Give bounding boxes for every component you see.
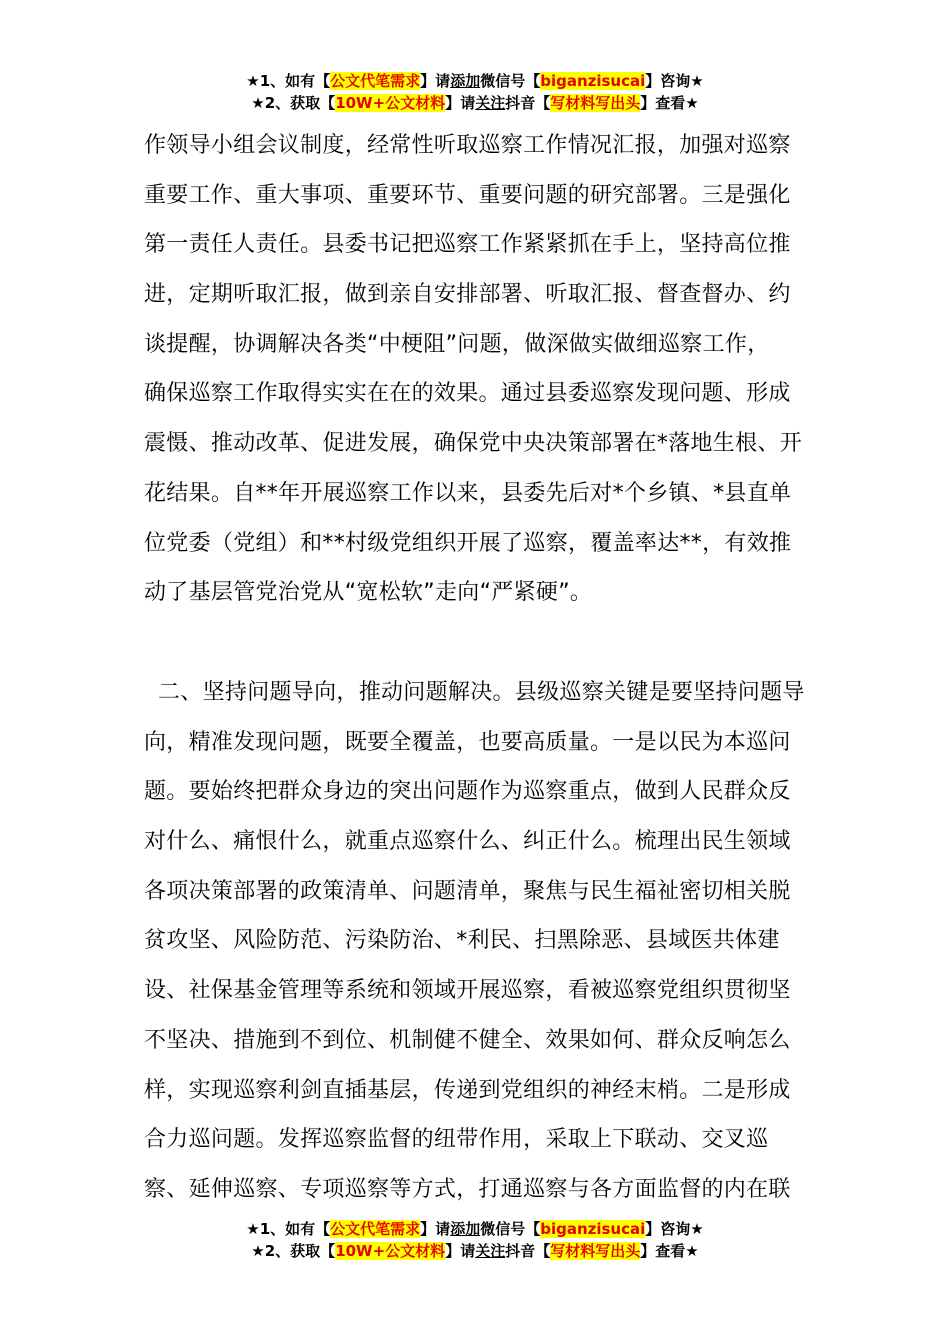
banner-text: 】咨询★ bbox=[645, 72, 704, 90]
banner-text: 抖音【 bbox=[505, 1242, 551, 1260]
footer-banner bbox=[0, 1218, 950, 1262]
text-line: 花结果。自**年开展巡察工作以来，县委先后对*个乡镇、*县直单 bbox=[144, 480, 792, 506]
banner-text: 】请 bbox=[420, 72, 451, 90]
paragraph-2 bbox=[144, 668, 812, 1215]
star-icon: ★ bbox=[251, 94, 265, 112]
text-line: 第一责任人责任。县委书记把巡察工作紧紧抓在手上，坚持高位推 bbox=[144, 232, 791, 258]
banner-text: 】请 bbox=[445, 94, 476, 112]
banner-text: 1、如有【 bbox=[259, 72, 331, 90]
text-line: 不坚决、措施到不到位、机制健不健全、效果如何、群众反响怎么 bbox=[144, 1027, 791, 1053]
text-line: 谈提醒，协调解决各类“中梗阻”问题，做深做实做细巡察工作， bbox=[144, 331, 770, 357]
text-line: 进，定期听取汇报，做到亲自安排部署、听取汇报、督查督办、约 bbox=[144, 282, 791, 308]
underlined-word: 关注 bbox=[475, 1242, 506, 1260]
star-icon: ★ bbox=[246, 72, 260, 90]
douyin-account-label: 写材料写出头 bbox=[550, 94, 641, 112]
text-line: 确保巡察工作取得实实在在的效果。通过县委巡察发现问题、形成 bbox=[144, 381, 791, 407]
highlight-label: 公文代笔需求 bbox=[330, 72, 421, 90]
text-line: 合力巡问题。发挥巡察监督的纽带作用，采取上下联动、交叉巡 bbox=[144, 1127, 769, 1153]
text-line: 察、延伸巡察、专项巡察等方式，打通巡察与各方面监督的内在联 bbox=[144, 1176, 791, 1202]
banner-text: 微信号【 bbox=[480, 72, 541, 90]
banner-text: 抖音【 bbox=[505, 94, 551, 112]
banner-line-2 bbox=[0, 92, 950, 114]
wechat-id-label: biganzisucai bbox=[540, 72, 646, 90]
section-heading-line: 二、坚持问题导向，推动问题解决。县级巡察关键是要坚持问题导 bbox=[158, 680, 805, 705]
underlined-word: 添加 bbox=[450, 72, 481, 90]
star-icon: ★ bbox=[246, 1220, 260, 1238]
banner-text: 】咨询★ bbox=[645, 1220, 704, 1238]
banner-line-1 bbox=[0, 1218, 950, 1240]
text-line: 贫攻坚、风险防范、污染防治、*利民、扫黑除恶、县域医共体建 bbox=[144, 928, 780, 954]
text-line: 向，精准发现问题，既要全覆盖，也要高质量。一是以民为本巡问 bbox=[144, 729, 791, 755]
text-line: 动了基层管党治党从“宽松软”走向“严紧硬”。 bbox=[144, 580, 593, 606]
banner-text: 微信号【 bbox=[480, 1220, 541, 1238]
text-line: 样，实现巡察利剑直插基层，传递到党组织的神经末梢。二是形成 bbox=[144, 1077, 791, 1103]
text-line: 各项决策部署的政策清单、问题清单，聚焦与民生福祉密切相关脱 bbox=[144, 878, 791, 904]
banner-text: 】查看★ bbox=[640, 94, 699, 112]
douyin-account-label: 写材料写出头 bbox=[550, 1242, 641, 1260]
banner-text: 】查看★ bbox=[640, 1242, 699, 1260]
paragraph-1 bbox=[144, 121, 812, 618]
star-icon: ★ bbox=[251, 1242, 265, 1260]
banner-text: 】请 bbox=[420, 1220, 451, 1238]
text-line: 位党委（党组）和**村级党组织开展了巡察，覆盖率达**，有效推 bbox=[144, 530, 792, 556]
underlined-word: 关注 bbox=[475, 94, 506, 112]
banner-line-1 bbox=[0, 70, 950, 92]
text-line: 题。要始终把群众身边的突出问题作为巡察重点，做到人民群众反 bbox=[144, 779, 791, 805]
text-line: 作领导小组会议制度，经常性听取巡察工作情况汇报，加强对巡察 bbox=[144, 133, 791, 158]
banner-text: 2、获取【 bbox=[264, 94, 336, 112]
header-banner bbox=[0, 70, 950, 114]
highlight-label: 10W+公文材料 bbox=[335, 1242, 446, 1260]
text-line: 震慑、推动改革、促进发展，确保党中央决策部署在*落地生根、开 bbox=[144, 431, 803, 457]
banner-text: 2、获取【 bbox=[264, 1242, 336, 1260]
banner-text: 】请 bbox=[445, 1242, 476, 1260]
underlined-word: 添加 bbox=[450, 1220, 481, 1238]
banner-text: 1、如有【 bbox=[259, 1220, 331, 1238]
highlight-label: 10W+公文材料 bbox=[335, 94, 446, 112]
highlight-label: 公文代笔需求 bbox=[330, 1220, 421, 1238]
wechat-id-label: biganzisucai bbox=[540, 1220, 646, 1238]
banner-line-2 bbox=[0, 1240, 950, 1262]
text-line: 重要工作、重大事项、重要环节、重要问题的研究部署。三是强化 bbox=[144, 182, 791, 208]
text-line: 对什么、痛恨什么，就重点巡察什么、纠正什么。梳理出民生领域 bbox=[144, 829, 791, 855]
text-line: 设、社保基金管理等系统和领域开展巡察，看被巡察党组织贯彻坚 bbox=[144, 978, 791, 1004]
